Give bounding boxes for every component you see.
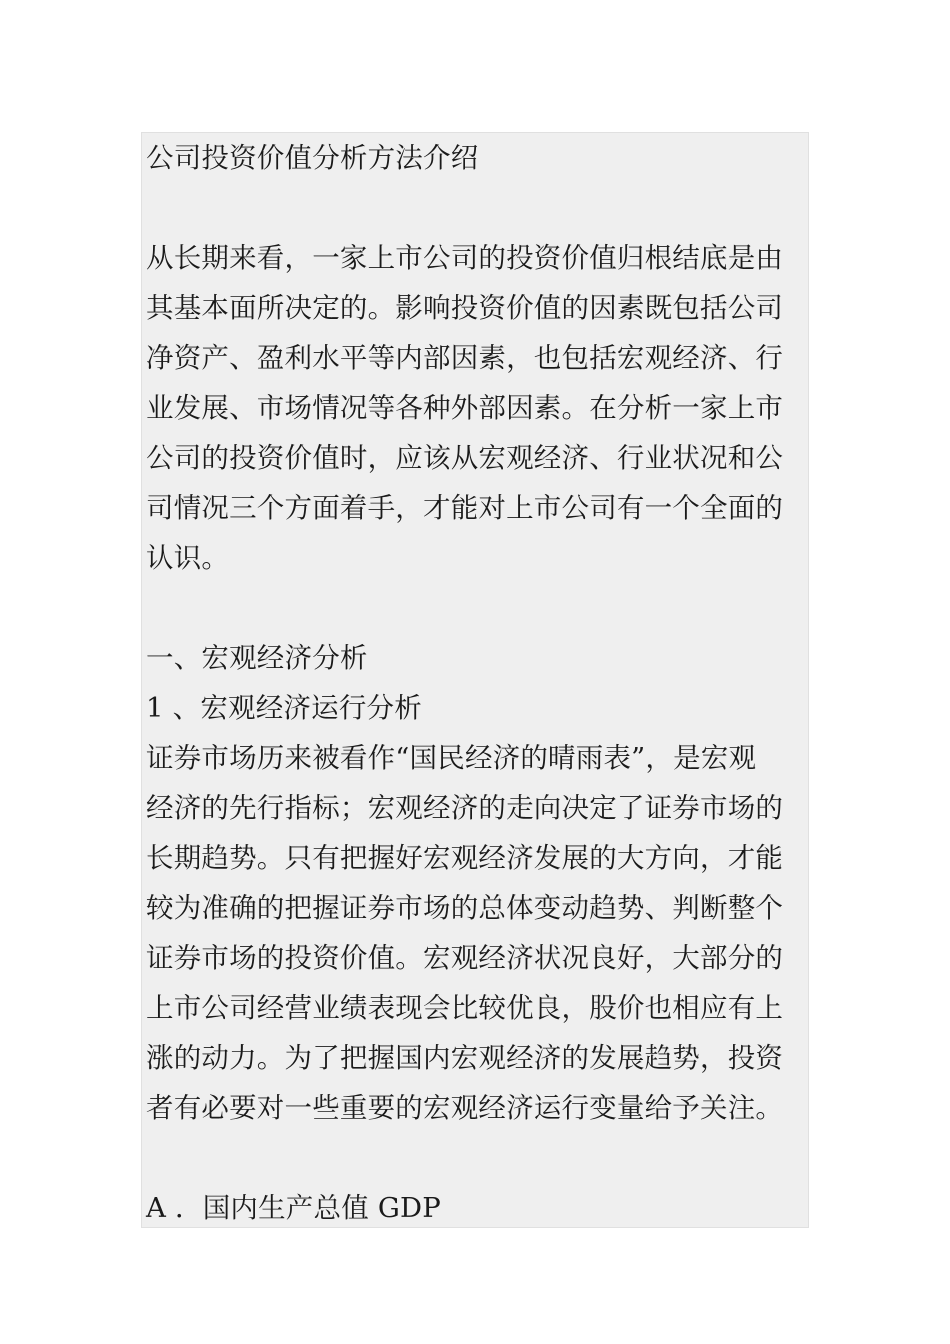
intro-line: 认识。	[146, 542, 230, 574]
body-line: 者有必要对一些重要的宏观经济运行变量给予关注。	[146, 1092, 784, 1124]
body-line: 长期趋势。只有把握好宏观经济发展的大方向，才能	[146, 842, 784, 874]
body-line: 证券市场历来被看作“国民经济的晴雨表”，是宏观	[146, 742, 757, 774]
body-line: 涨的动力。为了把握国内宏观经济的发展趋势，投资	[146, 1042, 784, 1074]
intro-line: 公司的投资价值时，应该从宏观经济、行业状况和公	[146, 442, 784, 474]
intro-line: 司情况三个方面着手，才能对上市公司有一个全面的	[146, 492, 784, 524]
spacer	[146, 183, 806, 233]
spacer	[146, 1133, 806, 1183]
intro-line: 其基本面所决定的。影响投资价值的因素既包括公司	[146, 292, 784, 324]
body-line: 证券市场的投资价值。宏观经济状况良好，大部分的	[146, 942, 784, 974]
document-content	[146, 133, 806, 1233]
body-line: 较为准确的把握证券市场的总体变动趋势、判断整个	[146, 892, 784, 924]
intro-line: 业发展、市场情况等各种外部因素。在分析一家上市	[146, 392, 784, 424]
subsection-heading: 1 、宏观经济运行分析	[146, 692, 422, 724]
document-title: 公司投资价值分析方法介绍	[146, 142, 479, 174]
document-page	[141, 132, 809, 1228]
intro-line: 从长期来看，一家上市公司的投资价值归根结底是由	[146, 242, 784, 274]
body-line: 上市公司经营业绩表现会比较优良，股价也相应有上	[146, 992, 784, 1024]
section-heading: 一、宏观经济分析	[146, 642, 368, 674]
item-heading: A ．国内生产总值 GDP	[146, 1192, 441, 1224]
spacer	[146, 583, 806, 633]
intro-line: 净资产、盈利水平等内部因素，也包括宏观经济、行	[146, 342, 784, 374]
body-line: 经济的先行指标；宏观经济的走向决定了证券市场的	[146, 792, 784, 824]
